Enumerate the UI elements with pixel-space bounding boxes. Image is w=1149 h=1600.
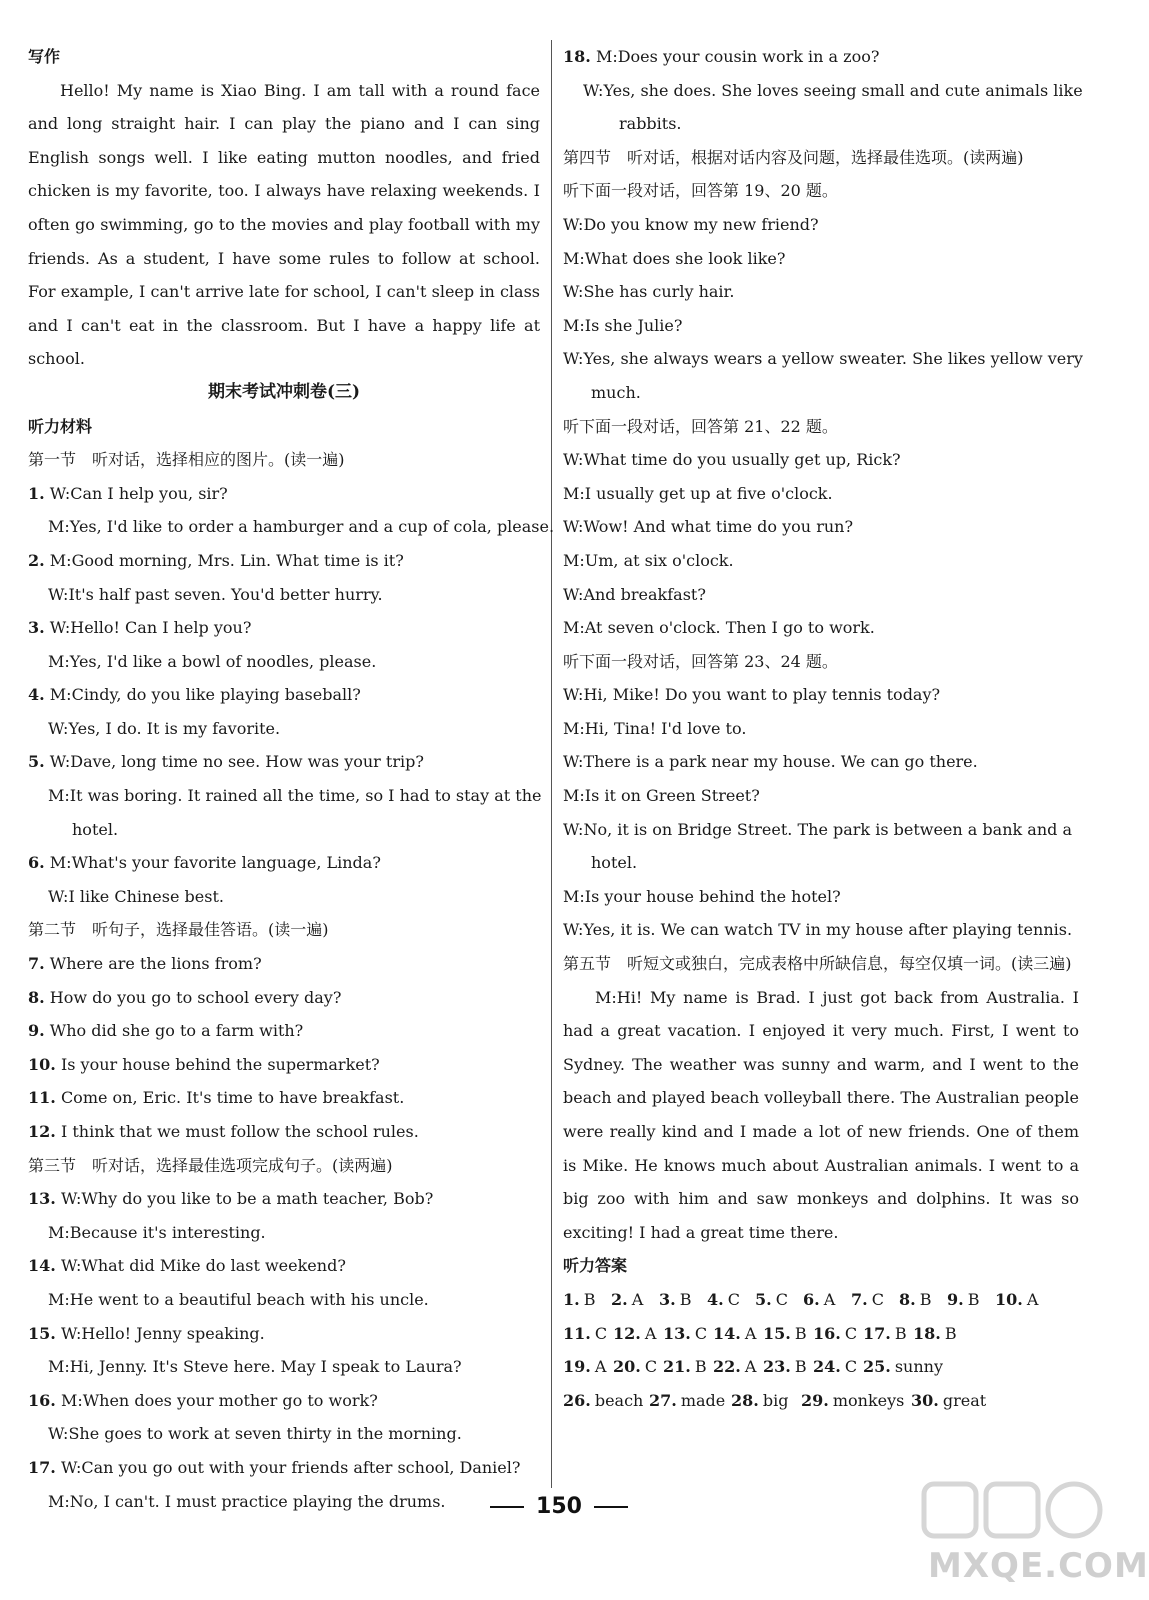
dialogue2-line: M:At seven o'clock. Then I go to work. — [563, 618, 875, 638]
answer-number: 28. — [731, 1390, 759, 1410]
answer-value: B — [894, 1323, 907, 1343]
answer-item — [713, 1350, 763, 1384]
answer-number: 24. — [813, 1357, 841, 1377]
q13-line-a: 13. W:Why do you like to be a math teacher, Bob? — [28, 1189, 434, 1209]
listening-heading: 听力材料 — [28, 416, 93, 436]
answer-value: A — [594, 1357, 607, 1377]
answer-item — [663, 1350, 713, 1384]
q2-line-a: 2. M:Good morning, Mrs. Lin. What time is it? — [28, 550, 404, 570]
answer-number: 6. — [803, 1289, 820, 1309]
q16-line-a: 16. M:When does your mother go to work? — [28, 1390, 378, 1410]
dialogue1-line: M:What does she look like? — [563, 248, 786, 268]
answer-value: monkeys — [832, 1390, 905, 1410]
part5-instruction: 第五节 听短文或独白，完成表格中所缺信息，每空仅填一词。(读三遍) — [563, 954, 1072, 974]
answer-row — [563, 1384, 1079, 1418]
answer-value: B — [944, 1323, 957, 1343]
answer-value: A — [631, 1289, 644, 1309]
answer-item — [563, 1283, 611, 1317]
q18-line-b2: rabbits. — [619, 114, 682, 134]
q13-line-b: M:Because it's interesting. — [48, 1222, 266, 1242]
answer-item — [563, 1317, 613, 1351]
answer-number: 17. — [863, 1323, 891, 1343]
q11-line: 11. Come on, Eric. It's time to have breakfast. — [28, 1088, 405, 1108]
dialogue1-line: W:She has curly hair. — [563, 282, 735, 302]
q15-line-b: M:Hi, Jenny. It's Steve here. May I speak to Laura? — [48, 1357, 462, 1377]
answer-row — [563, 1350, 1079, 1384]
dialogue2-line: M:Um, at six o'clock. — [563, 550, 734, 570]
dialogue1-intro: 听下面一段对话，回答第 19、20 题。 — [563, 181, 838, 201]
answer-item — [813, 1350, 863, 1384]
column-divider — [551, 40, 552, 1488]
answer-value: A — [644, 1323, 657, 1343]
answer-item — [913, 1317, 963, 1351]
dialogue3-line: M:Hi, Tina! I'd love to. — [563, 718, 747, 738]
answer-value: B — [919, 1289, 932, 1309]
answer-value: beach — [594, 1390, 644, 1410]
dialogue1-line: M:Is she Julie? — [563, 315, 683, 335]
answer-number: 18. — [913, 1323, 941, 1343]
q1-line-b: M:Yes, I'd like to order a hamburger and a cup of cola, please. — [48, 517, 555, 537]
answer-number: 3. — [659, 1289, 676, 1309]
answer-value: C — [644, 1357, 658, 1377]
answer-value: A — [744, 1323, 757, 1343]
answer-item — [899, 1283, 947, 1317]
answer-number: 7. — [851, 1289, 868, 1309]
answer-key — [563, 1283, 1079, 1417]
answer-item — [731, 1384, 801, 1418]
answer-item — [863, 1350, 953, 1384]
answer-value: A — [1026, 1289, 1039, 1309]
answer-item — [763, 1317, 813, 1351]
answer-item — [659, 1283, 707, 1317]
answer-number: 20. — [613, 1357, 641, 1377]
answer-value: A — [823, 1289, 836, 1309]
answer-item — [611, 1283, 659, 1317]
writing-heading: 写作 — [28, 47, 61, 66]
answer-value: sunny — [894, 1357, 944, 1377]
answer-item — [995, 1283, 1043, 1317]
answer-value: C — [775, 1289, 788, 1309]
dialogue1-line: W:Do you know my new friend? — [563, 214, 819, 234]
answer-number: 5. — [755, 1289, 772, 1309]
answer-value: C — [694, 1323, 708, 1343]
q8-line: 8. How do you go to school every day? — [28, 987, 342, 1007]
answer-number: 4. — [707, 1289, 724, 1309]
dialogue3-line: W:No, it is on Bridge Street. The park is between a bank and a — [563, 819, 1072, 839]
answer-number: 1. — [563, 1289, 580, 1309]
q14-line-b: M:He went to a beautiful beach with his uncle. — [48, 1289, 429, 1309]
dialogue3-line: W:There is a park near my house. We can go there. — [563, 752, 978, 772]
q18-line-b1: W:Yes, she does. She loves seeing small and cute animals like — [583, 80, 1083, 100]
answer-value: big — [762, 1390, 789, 1410]
dialogue3-line: M:Is it on Green Street? — [563, 786, 760, 806]
page-number: 150 — [0, 1494, 1118, 1519]
answer-number: 22. — [713, 1357, 741, 1377]
q12-line: 12. I think that we must follow the school rules. — [28, 1122, 419, 1141]
answer-item — [813, 1317, 863, 1351]
dialogue2-line: W:And breakfast? — [563, 584, 706, 604]
dialogue3-intro: 听下面一段对话，回答第 23、24 题。 — [563, 651, 838, 671]
answer-item — [563, 1350, 613, 1384]
exam-title: 期末考试冲刺卷(三) — [207, 381, 361, 402]
page-dash-left — [490, 1506, 524, 1508]
answer-number: 10. — [995, 1289, 1023, 1309]
dialogue3-line: M:Is your house behind the hotel? — [563, 886, 841, 906]
answer-number: 29. — [801, 1390, 829, 1410]
answer-row — [563, 1317, 1079, 1351]
part4-instruction: 第四节 听对话，根据对话内容及问题，选择最佳选项。(读两遍) — [563, 147, 1024, 167]
part2-instruction: 第二节 听句子，选择最佳答语。(读一遍) — [28, 920, 329, 940]
q16-line-b: W:She goes to work at seven thirty in the morning. — [48, 1424, 462, 1444]
answer-value: C — [594, 1323, 608, 1343]
q3-line-b: M:Yes, I'd like a bowl of noodles, please. — [48, 651, 377, 671]
q6-line-a: 6. M:What's your favorite language, Linda? — [28, 853, 381, 873]
q3-line-a: 3. W:Hello! Can I help you? — [28, 618, 252, 638]
writing-paragraph: Hello! My name is Xiao Bing. I am tall with a round face and long straight hair. I can play the piano and I can sing English songs well. I like eating mutton noodles, and fried chicken is my favorite, too. I always have relaxing weekends. I often go swimming, go to the movies and play football with my friends. As a student, I have some rules to follow at school. For example, I can't arrive late for school, I can't sleep in class and I can't eat in the classroom. But I have a happy life at school. — [28, 80, 540, 369]
answer-number: 23. — [763, 1357, 791, 1377]
q18-line-a: 18. M:Does your cousin work in a zoo? — [563, 47, 880, 66]
q14-line-a: 14. W:What did Mike do last weekend? — [28, 1256, 346, 1276]
q4-line-a: 4. M:Cindy, do you like playing baseball? — [28, 685, 361, 705]
dialogue2-line: W:Wow! And what time do you run? — [563, 517, 854, 537]
answer-item — [755, 1283, 803, 1317]
answer-value: great — [942, 1390, 987, 1410]
answer-number: 13. — [663, 1323, 691, 1343]
answer-item — [613, 1317, 663, 1351]
dialogue1-line: W:Yes, she always wears a yellow sweater. She likes yellow very — [563, 349, 1083, 369]
answer-item — [713, 1317, 763, 1351]
answer-number: 9. — [947, 1289, 964, 1309]
answer-item — [947, 1283, 995, 1317]
q10-line: 10. Is your house behind the supermarket? — [28, 1054, 380, 1074]
q9-line: 9. Who did she go to a farm with? — [28, 1021, 304, 1041]
q1-line-a: 1. W:Can I help you, sir? — [28, 483, 228, 503]
answer-value: B — [583, 1289, 596, 1309]
answer-value: C — [871, 1289, 884, 1309]
q5-line-b1: M:It was boring. It rained all the time, so I had to stay at the — [48, 786, 542, 806]
part3-instruction: 第三节 听对话，选择最佳选项完成句子。(读两遍) — [28, 1155, 393, 1175]
answer-number: 25. — [863, 1357, 891, 1377]
answer-number: 26. — [563, 1390, 591, 1410]
dialogue2-line: W:What time do you usually get up, Rick? — [563, 450, 901, 470]
q4-line-b: W:Yes, I do. It is my favorite. — [48, 718, 281, 738]
q17-line-b: M:No, I can't. I must practice playing the drums. — [48, 1491, 446, 1511]
answer-number: 19. — [563, 1357, 591, 1377]
answer-number: 30. — [911, 1390, 939, 1410]
q17-line-a: 17. W:Can you go out with your friends after school, Daniel? — [28, 1457, 521, 1477]
answer-number: 16. — [813, 1323, 841, 1343]
answer-row — [563, 1283, 1079, 1317]
answer-item — [911, 1384, 991, 1418]
q2-line-b: W:It's half past seven. You'd better hurry. — [48, 584, 383, 604]
right-column — [563, 40, 1083, 1417]
page-dash-right — [594, 1506, 628, 1508]
q5-line-a: 5. W:Dave, long time no see. How was your trip? — [28, 752, 424, 772]
dialogue3-line: W:Yes, it is. We can watch TV in my house after playing tennis. — [563, 920, 1073, 940]
answer-number: 8. — [899, 1289, 916, 1309]
dialogue1-line-cont: much. — [591, 382, 641, 402]
dialogue3-line: W:Hi, Mike! Do you want to play tennis today? — [563, 685, 941, 705]
answer-value: B — [694, 1357, 707, 1377]
answer-value: C — [844, 1357, 858, 1377]
answer-value: B — [794, 1323, 807, 1343]
answer-value: C — [727, 1289, 740, 1309]
answer-value: C — [844, 1323, 858, 1343]
answer-item — [801, 1384, 911, 1418]
answer-item — [803, 1283, 851, 1317]
q7-line: 7. Where are the lions from? — [28, 954, 262, 974]
q6-line-b: W:I like Chinese best. — [48, 886, 224, 906]
answer-number: 15. — [763, 1323, 791, 1343]
answer-item — [707, 1283, 755, 1317]
answer-number: 11. — [563, 1323, 591, 1343]
q15-line-a: 15. W:Hello! Jenny speaking. — [28, 1323, 265, 1343]
answer-value: B — [679, 1289, 692, 1309]
answer-value: B — [794, 1357, 807, 1377]
answer-number: 27. — [649, 1390, 677, 1410]
answer-item — [863, 1317, 913, 1351]
answer-item — [613, 1350, 663, 1384]
answer-value: A — [744, 1357, 757, 1377]
monologue-paragraph: M:Hi! My name is Brad. I just got back from Australia. I had a great vacation. I enjoyed it very much. First, I went to Sydney. The weather was sunny and warm, and I went to the beach and played beach volleyball there. The Australian people were really kind and I made a lot of new friends. One of them is Mike. He knows much about Australian animals. I went to a big zoo with him and saw monkeys and dolphins. It was so exciting! I had a great time there. — [563, 987, 1079, 1242]
answer-item — [563, 1384, 649, 1418]
answer-item — [649, 1384, 731, 1418]
answer-item — [763, 1350, 813, 1384]
dialogue2-intro: 听下面一段对话，回答第 21、22 题。 — [563, 416, 838, 436]
dialogue2-line: M:I usually get up at five o'clock. — [563, 483, 833, 503]
answer-value: B — [967, 1289, 980, 1309]
left-column — [28, 40, 555, 1518]
answers-heading: 听力答案 — [563, 1256, 628, 1276]
answer-value: made — [680, 1390, 726, 1410]
answer-number: 14. — [713, 1323, 741, 1343]
watermark-text: MXQE.COM — [928, 1546, 1149, 1586]
dialogue3-line-cont: hotel. — [591, 853, 638, 873]
answer-item — [851, 1283, 899, 1317]
answer-item — [663, 1317, 713, 1351]
q5-line-b2: hotel. — [72, 819, 119, 839]
answer-number: 12. — [613, 1323, 641, 1343]
answer-number: 21. — [663, 1357, 691, 1377]
part1-instruction: 第一节 听对话，选择相应的图片。(读一遍) — [28, 450, 345, 470]
answer-number: 2. — [611, 1289, 628, 1309]
